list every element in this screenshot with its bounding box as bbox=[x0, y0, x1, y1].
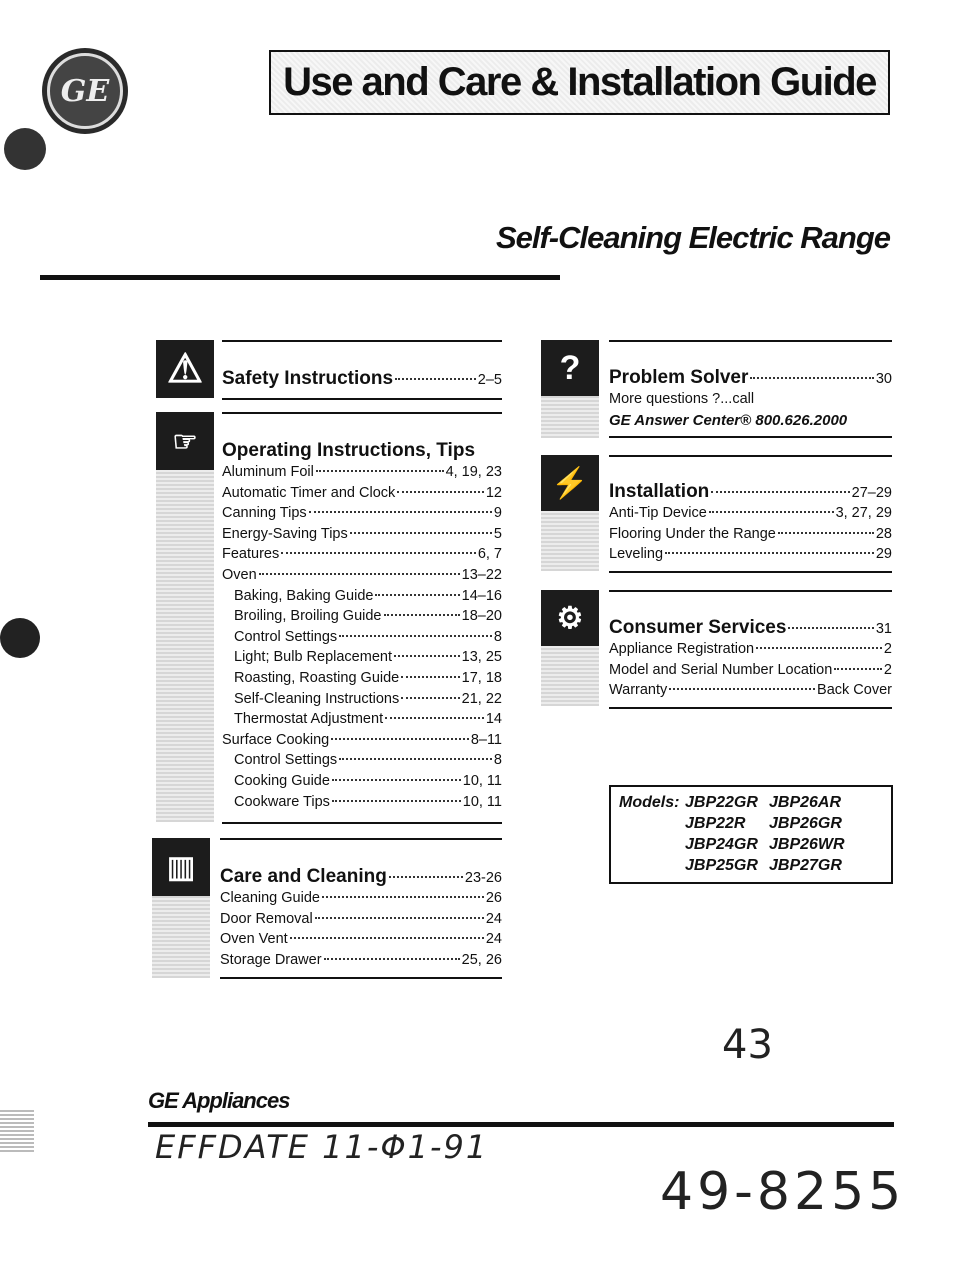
safety-section bbox=[222, 368, 502, 392]
installation-title: Installation bbox=[609, 481, 710, 502]
operating-item-page: 10, 11 bbox=[462, 793, 502, 810]
consumer-item-label: Model and Serial Number Location bbox=[609, 661, 833, 678]
operating-item bbox=[222, 526, 502, 547]
operating-item bbox=[222, 485, 502, 506]
operating-item-label: Oven bbox=[222, 566, 257, 583]
model-number: JBP22R bbox=[685, 815, 746, 832]
consumer-item bbox=[609, 682, 892, 703]
leader-dots bbox=[709, 511, 834, 513]
consumer-item-label: Warranty bbox=[609, 682, 668, 699]
operating-item-label: Cooking Guide bbox=[234, 772, 330, 789]
operating-item-label: Canning Tips bbox=[222, 505, 307, 522]
leader-dots bbox=[322, 896, 484, 898]
care-item-label: Storage Drawer bbox=[220, 951, 322, 968]
leader-dots bbox=[324, 958, 460, 960]
operating-item-page: 13, 25 bbox=[461, 649, 502, 666]
operating-item bbox=[222, 670, 502, 691]
operating-item-label: Roasting, Roasting Guide bbox=[234, 669, 400, 686]
hand-oven-icon: ☞ bbox=[156, 412, 214, 470]
divider bbox=[609, 436, 892, 438]
leader-dots bbox=[290, 937, 484, 939]
care-item-label: Door Removal bbox=[220, 910, 313, 927]
leader-dots bbox=[332, 779, 461, 781]
leader-dots bbox=[834, 668, 882, 670]
operating-item-label: Control Settings bbox=[234, 628, 338, 645]
section-strip bbox=[156, 470, 214, 822]
consumer-item bbox=[609, 662, 892, 683]
care-item bbox=[220, 911, 502, 932]
installation-page: 27–29 bbox=[851, 485, 892, 501]
model-number: JBP22GR bbox=[685, 794, 758, 811]
installation-item bbox=[609, 546, 892, 567]
divider bbox=[609, 571, 892, 573]
sponge-icon: ▥ bbox=[152, 838, 210, 896]
operating-item bbox=[222, 773, 502, 794]
leader-dots bbox=[401, 697, 459, 699]
operating-item-label: Broiling, Broiling Guide bbox=[234, 608, 382, 625]
operating-item-label: Aluminum Foil bbox=[222, 464, 314, 480]
installation-item bbox=[609, 505, 892, 526]
operating-item-page: 10, 11 bbox=[462, 772, 502, 789]
operating-item-page: 4, 19, 23 bbox=[445, 464, 502, 480]
operating-list bbox=[222, 464, 502, 814]
leader-dots bbox=[778, 532, 874, 534]
operating-item bbox=[222, 649, 502, 670]
care-list bbox=[220, 890, 502, 972]
problem-title: Problem Solver bbox=[609, 367, 749, 388]
leader-dots bbox=[259, 573, 460, 575]
leader-dots bbox=[350, 532, 492, 534]
ge-logo-text: GE bbox=[47, 53, 123, 129]
page-subtitle: Self-Cleaning Electric Range bbox=[495, 220, 890, 255]
operating-item bbox=[222, 567, 502, 588]
installation-section bbox=[609, 481, 892, 567]
consumer-item-page: 2 bbox=[883, 641, 892, 657]
leader-dots bbox=[315, 917, 484, 919]
divider bbox=[609, 340, 892, 342]
leader-dots bbox=[665, 552, 874, 554]
ge-logo bbox=[42, 48, 128, 134]
leader-dots bbox=[397, 491, 484, 493]
safety-title: Safety Instructions bbox=[222, 368, 394, 389]
operating-item-label: Baking, Baking Guide bbox=[234, 587, 374, 604]
divider bbox=[220, 977, 502, 979]
leader-dots bbox=[332, 800, 461, 802]
problem-section bbox=[609, 367, 892, 429]
care-page: 23-26 bbox=[464, 870, 502, 886]
leader-dots bbox=[339, 758, 492, 760]
care-item bbox=[220, 890, 502, 911]
page-title: Use and Care & Installation Guide bbox=[283, 60, 876, 104]
leader-dots bbox=[756, 647, 882, 649]
leader-dots bbox=[385, 717, 484, 719]
leader-dots bbox=[281, 552, 476, 554]
service-icon: ⚙ bbox=[541, 590, 599, 646]
operating-item bbox=[222, 711, 502, 732]
brand-footer: GE Appliances bbox=[148, 1088, 290, 1113]
operating-item-page: 12 bbox=[485, 484, 502, 501]
leader-dots bbox=[316, 470, 444, 472]
consumer-section bbox=[609, 617, 892, 703]
operating-item-label: Energy-Saving Tips bbox=[222, 525, 348, 542]
operating-item bbox=[222, 546, 502, 567]
section-strip bbox=[152, 896, 210, 978]
operating-title: Operating Instructions, Tips bbox=[222, 440, 476, 461]
model-number: JBP25GR bbox=[685, 857, 758, 874]
model-number: JBP27GR bbox=[769, 857, 842, 874]
care-item bbox=[220, 952, 502, 973]
divider bbox=[609, 455, 892, 457]
operating-item-page: 17, 18 bbox=[461, 669, 502, 686]
operating-item-page: 8 bbox=[493, 628, 502, 645]
operating-section bbox=[222, 440, 502, 814]
binder-hole-mark-2 bbox=[0, 618, 40, 658]
model-number: JBP26AR bbox=[769, 794, 842, 811]
models-label: Models: bbox=[619, 794, 680, 811]
leader-dots bbox=[375, 594, 459, 596]
question-icon: ? bbox=[541, 340, 599, 396]
operating-item-page: 18–20 bbox=[461, 608, 502, 625]
installation-item-label: Anti-Tip Device bbox=[609, 505, 707, 521]
leader-dots bbox=[331, 738, 469, 740]
divider bbox=[222, 822, 502, 824]
installation-item-label: Leveling bbox=[609, 546, 664, 563]
care-item-page: 26 bbox=[485, 890, 502, 906]
leader-dots bbox=[401, 676, 459, 678]
model-number: JBP24GR bbox=[685, 836, 758, 853]
care-item-label: Oven Vent bbox=[220, 931, 288, 948]
divider bbox=[222, 398, 502, 400]
divider bbox=[609, 707, 892, 709]
installation-item-page: 28 bbox=[875, 525, 892, 542]
operating-item bbox=[222, 588, 502, 609]
care-section bbox=[220, 866, 502, 972]
care-item-page: 24 bbox=[485, 910, 502, 927]
leader-dots bbox=[394, 655, 460, 657]
scan-artifact bbox=[0, 1108, 34, 1152]
care-item-page: 24 bbox=[485, 931, 502, 948]
model-number: JBP26GR bbox=[769, 815, 842, 832]
divider bbox=[222, 340, 502, 342]
care-item bbox=[220, 931, 502, 952]
operating-item-label: Self-Cleaning Instructions bbox=[234, 690, 400, 707]
operating-item bbox=[222, 608, 502, 629]
operating-item-page: 9 bbox=[493, 505, 502, 522]
consumer-item-page: 2 bbox=[883, 661, 892, 678]
handwritten-number: 43 bbox=[722, 1022, 773, 1068]
operating-item bbox=[222, 505, 502, 526]
consumer-list bbox=[609, 641, 892, 703]
consumer-item-page: Back Cover bbox=[817, 682, 892, 699]
operating-item bbox=[222, 691, 502, 712]
operating-item-page: 5 bbox=[493, 525, 502, 542]
consumer-page: 31 bbox=[875, 621, 892, 637]
consumer-item bbox=[609, 641, 892, 662]
divider bbox=[222, 412, 502, 414]
operating-item bbox=[222, 629, 502, 650]
installation-list bbox=[609, 505, 892, 567]
problem-page: 30 bbox=[875, 371, 892, 387]
care-item-page: 25, 26 bbox=[461, 951, 502, 968]
leader-dots bbox=[309, 511, 492, 513]
operating-item-page: 14–16 bbox=[461, 587, 502, 604]
binder-hole-mark bbox=[4, 128, 46, 170]
operating-item-label: Automatic Timer and Clock bbox=[222, 484, 396, 501]
operating-item bbox=[222, 464, 502, 485]
safety-page: 2–5 bbox=[477, 372, 502, 388]
divider bbox=[220, 838, 502, 840]
consumer-title: Consumer Services bbox=[609, 617, 787, 638]
more-questions: More questions ?...call bbox=[609, 391, 755, 407]
answer-center: GE Answer Center® 800.626.2000 bbox=[609, 411, 848, 429]
section-strip bbox=[541, 646, 599, 706]
operating-item-label: Thermostat Adjustment bbox=[234, 711, 384, 728]
section-strip bbox=[541, 511, 599, 571]
installation-item-page: 29 bbox=[875, 546, 892, 563]
operating-item-page: 21, 22 bbox=[461, 690, 502, 707]
operating-item bbox=[222, 794, 502, 815]
operating-item bbox=[222, 732, 502, 753]
operating-item-page: 8–11 bbox=[470, 731, 502, 748]
operating-item bbox=[222, 752, 502, 773]
top-rule bbox=[40, 275, 560, 280]
care-title: Care and Cleaning bbox=[220, 866, 387, 887]
model-number: JBP26WR bbox=[769, 836, 845, 853]
models-grid bbox=[685, 794, 853, 875]
divider bbox=[609, 590, 892, 592]
bottom-rule bbox=[148, 1122, 894, 1127]
section-strip bbox=[541, 396, 599, 438]
installation-item-label: Flooring Under the Range bbox=[609, 525, 776, 542]
operating-item-label: Features bbox=[222, 546, 280, 563]
plug-icon: ⚡ bbox=[541, 455, 599, 511]
operating-item-label: Surface Cooking bbox=[222, 731, 330, 748]
consumer-item-label: Appliance Registration bbox=[609, 641, 755, 657]
handwritten-doc-number: 49-8255 bbox=[660, 1162, 906, 1222]
operating-item-page: 6, 7 bbox=[477, 546, 502, 563]
operating-item-page: 8 bbox=[493, 752, 502, 769]
operating-item-label: Light; Bulb Replacement bbox=[234, 649, 392, 666]
operating-item-label: Cookware Tips bbox=[234, 793, 330, 810]
installation-item-page: 3, 27, 29 bbox=[835, 505, 892, 521]
care-item-label: Cleaning Guide bbox=[220, 890, 320, 906]
leader-dots bbox=[669, 688, 815, 690]
operating-item-page: 14 bbox=[485, 711, 502, 728]
warning-icon: ⚠ bbox=[156, 340, 214, 398]
leader-dots bbox=[384, 614, 460, 616]
models-box bbox=[609, 785, 893, 884]
leader-dots bbox=[339, 635, 492, 637]
operating-item-page: 13–22 bbox=[461, 566, 502, 583]
installation-item bbox=[609, 526, 892, 547]
handwritten-date: EFFDATE 11-Φ1-91 bbox=[155, 1128, 489, 1166]
title-banner bbox=[269, 50, 890, 115]
operating-item-label: Control Settings bbox=[234, 752, 338, 769]
